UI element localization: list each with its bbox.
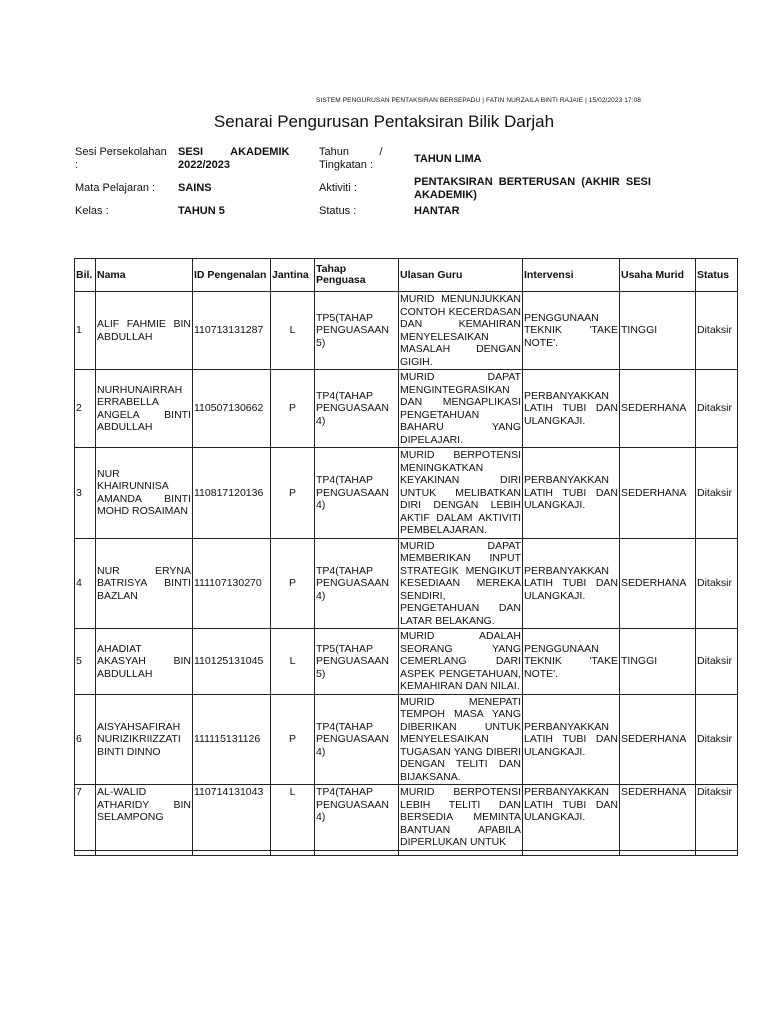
header-intervensi: Intervensi [523,259,620,292]
cell-tahap [315,850,399,855]
cell-id: 110817120136 [193,448,271,539]
cell-ulasan: MURID BERPOTENSI LEBIH TELITI DAN BERSEDIA MEMINTA BANTUAN APABILA DIPERLUKAN UNTUK [400,786,521,848]
cell-nama: NUR ERYNA BATRISYA BINTI BAZLAN [96,538,193,629]
assessment-table [74,258,738,856]
cell-status: Ditaksir [696,448,738,539]
cell-usaha: TINGGI [620,629,696,695]
table-row [75,785,738,851]
cell-intervensi [523,850,620,855]
cell-id: 110507130662 [193,370,271,448]
cell-ulasan: MURID DAPAT MENGINTEGRASIKAN DAN MENGAPLIKASI PENGETAHUAN BAHARU YANG DIPELAJARI. [400,371,521,446]
cell-bil: 7 [75,785,96,851]
cell-bil: 3 [75,448,96,539]
cell-nama [96,850,193,855]
cell-ulasan: MURID DAPAT MEMBERIKAN INPUT STRATEGIK MENGIKUT KESEDIAAN MEREKA SENDIRI, PENGETAHUAN DAN LATAR BELAKANG. [400,539,521,627]
header-usaha-murid: Usaha Murid [620,259,696,292]
cell-ulasan: MURID BERPOTENSI MENINGKATKAN KEYAKINAN DIRI UNTUK MELIBATKAN DIRI DENGAN LEBIH AKTIF DALAM AKTIVITI PEMBELAJARAN. [400,449,521,536]
cell-status: Ditaksir [696,370,738,448]
cell-id: 110713131287 [193,292,271,370]
cell-bil: 5 [75,629,96,695]
tingkatan-value: TAHUN LIMA [414,153,482,165]
cell-id: 111107130270 [193,538,271,629]
cell-status: Ditaksir [696,694,738,785]
cell-intervensi: PENGGUNAAN TEKNIK 'TAKE NOTE'. [523,292,620,370]
aktiviti-value: PENTAKSIRAN BERTERUSAN (AKHIR SESI [414,176,651,188]
sesi-label: Sesi Persekolahan [75,146,167,158]
cell-intervensi: PENGGUNAAN TEKNIK 'TAKE NOTE'. [523,629,620,695]
sesi-value: SESI AKADEMIK [178,146,290,158]
cell-status: Ditaksir [696,785,738,851]
cell-usaha: SEDERHANA [620,785,696,851]
cell-bil: 1 [75,292,96,370]
cell-ulasan: MURID MENUNJUKKAN CONTOH KECERDASAN DAN KEMAHIRAN MENYELESAIKAN MASALAH DENGAN GIGIH. [400,293,521,368]
cell-nama: AHADIAT AKASYAH BIN ABDULLAH [96,629,193,695]
cell-usaha: SEDERHANA [620,370,696,448]
table-row [75,850,738,855]
table-row [75,694,738,785]
cell-nama: AISYAHSAFIRAH NURIZIKRIIZZATI BINTI DINNO [96,694,193,785]
aktiviti-label: Aktiviti : [319,182,357,194]
table-row [75,292,738,370]
cell-tahap: TP4(TAHAP PENGUASAAN 4) [315,694,399,785]
kelas-value: TAHUN 5 [178,205,225,217]
header-jantina: Jantina [271,259,315,292]
cell-intervensi: PERBANYAKKAN LATIH TUBI DAN ULANGKAJI. [523,785,620,851]
aktiviti-value-2: AKADEMIK) [414,189,477,201]
header-id-pengenalan: ID Pengenalan [193,259,271,292]
table-row [75,538,738,629]
kelas-label: Kelas : [75,205,109,217]
cell-tahap: TP5(TAHAP PENGUASAAN 5) [315,292,399,370]
cell-jantina [271,850,315,855]
cell-status: Ditaksir [696,538,738,629]
tingkatan-label: Tahun / [319,146,383,158]
cell-tahap: TP4(TAHAP PENGUASAAN 4) [315,538,399,629]
header-nama: Nama [96,259,193,292]
cell-usaha: TINGGI [620,292,696,370]
cell-jantina: P [271,538,315,629]
cell-intervensi: PERBANYAKKAN LATIH TUBI DAN ULANGKAJI. [523,538,620,629]
header-bil: Bil. [75,259,96,292]
cell-jantina: P [271,448,315,539]
cell-jantina: P [271,694,315,785]
cell-intervensi: PERBANYAKKAN LATIH TUBI DAN ULANGKAJI. [523,370,620,448]
cell-intervensi: PERBANYAKKAN LATIH TUBI DAN ULANGKAJI. [523,694,620,785]
sesi-value-year: 2022/2023 [178,159,230,171]
cell-jantina: P [271,370,315,448]
cell-tahap: TP4(TAHAP PENGUASAAN 4) [315,448,399,539]
cell-bil [75,850,96,855]
header-status: Status [696,259,738,292]
cell-nama: NURHUNAIRRAH ERRABELLA ANGELA BINTI ABDULLAH [96,370,193,448]
cell-intervensi: PERBANYAKKAN LATIH TUBI DAN ULANGKAJI. [523,448,620,539]
cell-tahap: TP5(TAHAP PENGUASAAN 5) [315,629,399,695]
mata-pelajaran-value: SAINS [178,182,212,194]
cell-id [193,850,271,855]
cell-usaha: SEDERHANA [620,694,696,785]
cell-id: 110714131043 [193,785,271,851]
mata-pelajaran-label: Mata Pelajaran : [75,182,156,194]
cell-tahap: TP4(TAHAP PENGUASAAN 4) [315,370,399,448]
header-tahap: Tahap Penguasa [315,259,399,292]
cell-status: Ditaksir [696,292,738,370]
cell-nama: AL-WALID ATHARIDY BIN SELAMPONG [96,785,193,851]
cell-usaha: SEDERHANA [620,538,696,629]
system-header-line: SISTEM PENGURUSAN PENTAKSIRAN BERSEPADU | FATIN NURZAILA BINTI RAJAIE | 15/02/2023 17:08 [316,97,641,104]
page-title: Senarai Pengurusan Pentaksiran Bilik Darjah [213,112,555,131]
table-row [75,370,738,448]
cell-ulasan: MURID MENEPATI TEMPOH MASA YANG DIBERIKAN UNTUK MENYELESAIKAN TUGASAN YANG DIBERI DENGAN TELITI DAN BIJAKSANA. [400,695,521,783]
cell-jantina: L [271,292,315,370]
cell-status: Ditaksir [696,629,738,695]
cell-bil: 4 [75,538,96,629]
table-header-row [75,259,738,292]
cell-ulasan: MURID ADALAH SEORANG YANG CEMERLANG DARI ASPEK PENGETAHUAN, KEMAHIRAN DAN NILAI. [400,630,521,692]
sesi-label-colon: : [75,159,79,171]
table-row [75,629,738,695]
cell-nama: NUR KHAIRUNNISA AMANDA BINTI MOHD ROSAIMAN [96,448,193,539]
cell-status [696,850,738,855]
cell-bil: 6 [75,694,96,785]
cell-ulasan [399,850,523,855]
status-value: HANTAR [414,205,460,217]
cell-jantina: L [271,629,315,695]
status-label: Status : [319,205,357,217]
cell-nama: ALIF FAHMIE BIN ABDULLAH [96,292,193,370]
tingkatan-label-2: Tingkatan : [319,159,374,171]
cell-bil: 2 [75,370,96,448]
header-ulasan-guru: Ulasan Guru [399,259,523,292]
cell-usaha [620,850,696,855]
table-row [75,448,738,539]
cell-jantina: L [271,785,315,851]
cell-id: 111115131126 [193,694,271,785]
cell-id: 110125131045 [193,629,271,695]
cell-tahap: TP4(TAHAP PENGUASAAN 4) [315,785,399,851]
cell-usaha: SEDERHANA [620,448,696,539]
